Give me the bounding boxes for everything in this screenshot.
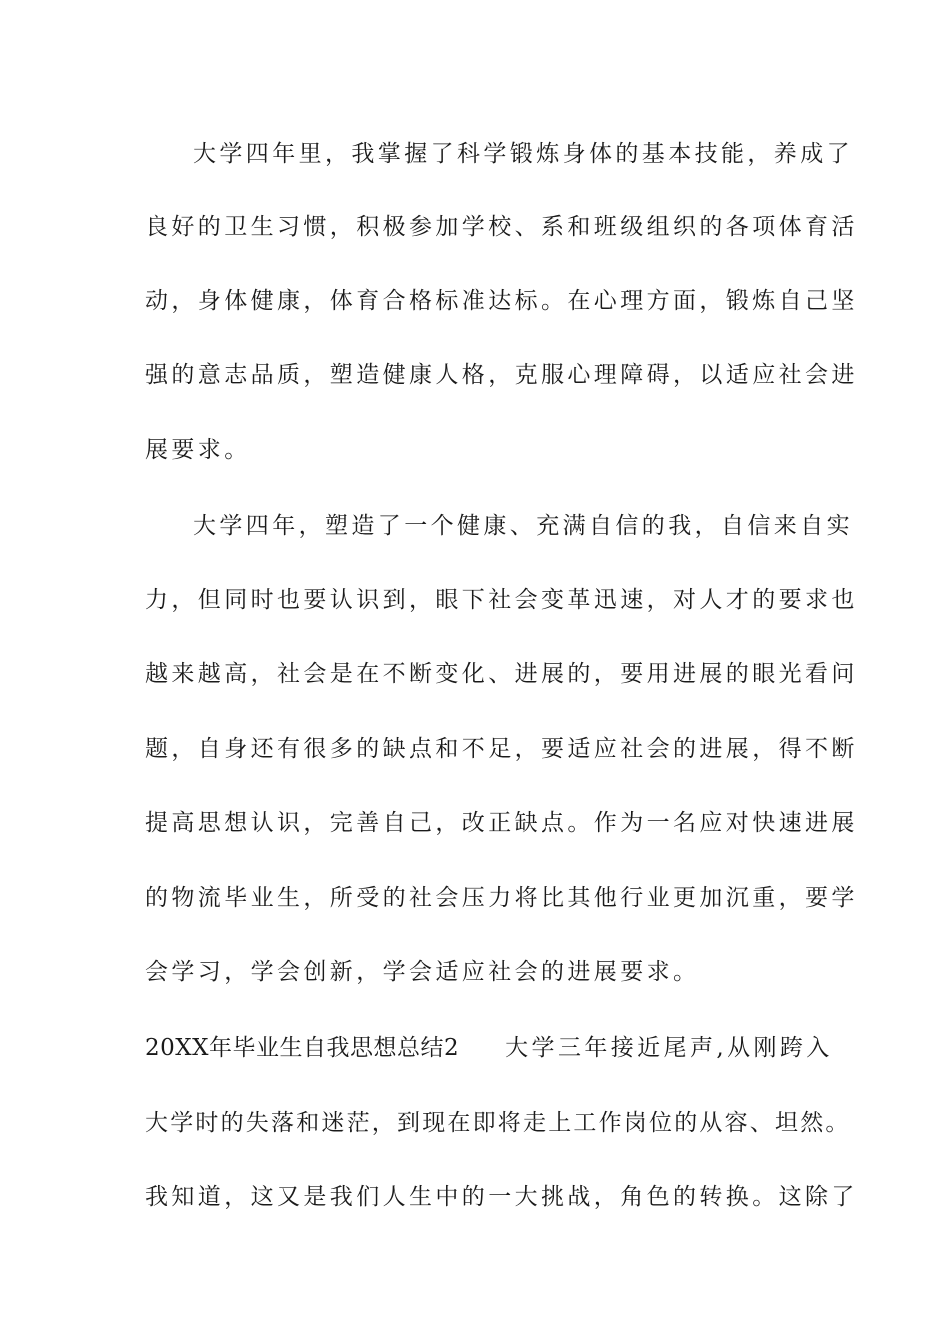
text-line: 力，但同时也要认识到，眼下社会变革迅速，对人才的要求也: [145, 587, 858, 613]
text-line: 会学习，学会创新，学会适应社会的进展要求。: [145, 959, 700, 985]
heading-line: [145, 1028, 833, 1068]
text-line: 我知道，这又是我们人生中的一大挑战，角色的转换。这除了: [145, 1184, 858, 1210]
text-segment: 大学三年接近尾声,从刚跨入: [505, 1035, 833, 1061]
text-line: 题，自身还有很多的缺点和不足，要适应社会的进展，得不断: [145, 736, 858, 762]
text-line: 越来越高，社会是在不断变化、进展的，要用进展的眼光看问: [145, 661, 858, 687]
text-line: 展要求。: [145, 437, 251, 463]
text-line: 大学时的失落和迷茫，到现在即将走上工作岗位的从容、坦然。: [145, 1110, 851, 1136]
text-line: 大学四年，塑造了一个健康、充满自信的我，自信来自实: [193, 513, 853, 539]
text-line: 动，身体健康，体育合格标准达标。在心理方面，锻炼自己坚: [145, 288, 858, 314]
text-line: 提高思想认识，完善自己，改正缺点。作为一名应对快速进展: [145, 810, 858, 836]
text-line: 大学四年里，我掌握了科学锻炼身体的基本技能，养成了: [193, 141, 853, 167]
text-line: 的物流毕业生，所受的社会压力将比其他行业更加沉重，要学: [145, 885, 858, 911]
text-line: 强的意志品质，塑造健康人格，克服心理障碍，以适应社会进: [145, 362, 858, 388]
text-line: 良好的卫生习惯，积极参加学校、系和班级组织的各项体育活: [145, 214, 858, 240]
section-heading: 20XX年毕业生自我思想总结2: [145, 1035, 460, 1061]
